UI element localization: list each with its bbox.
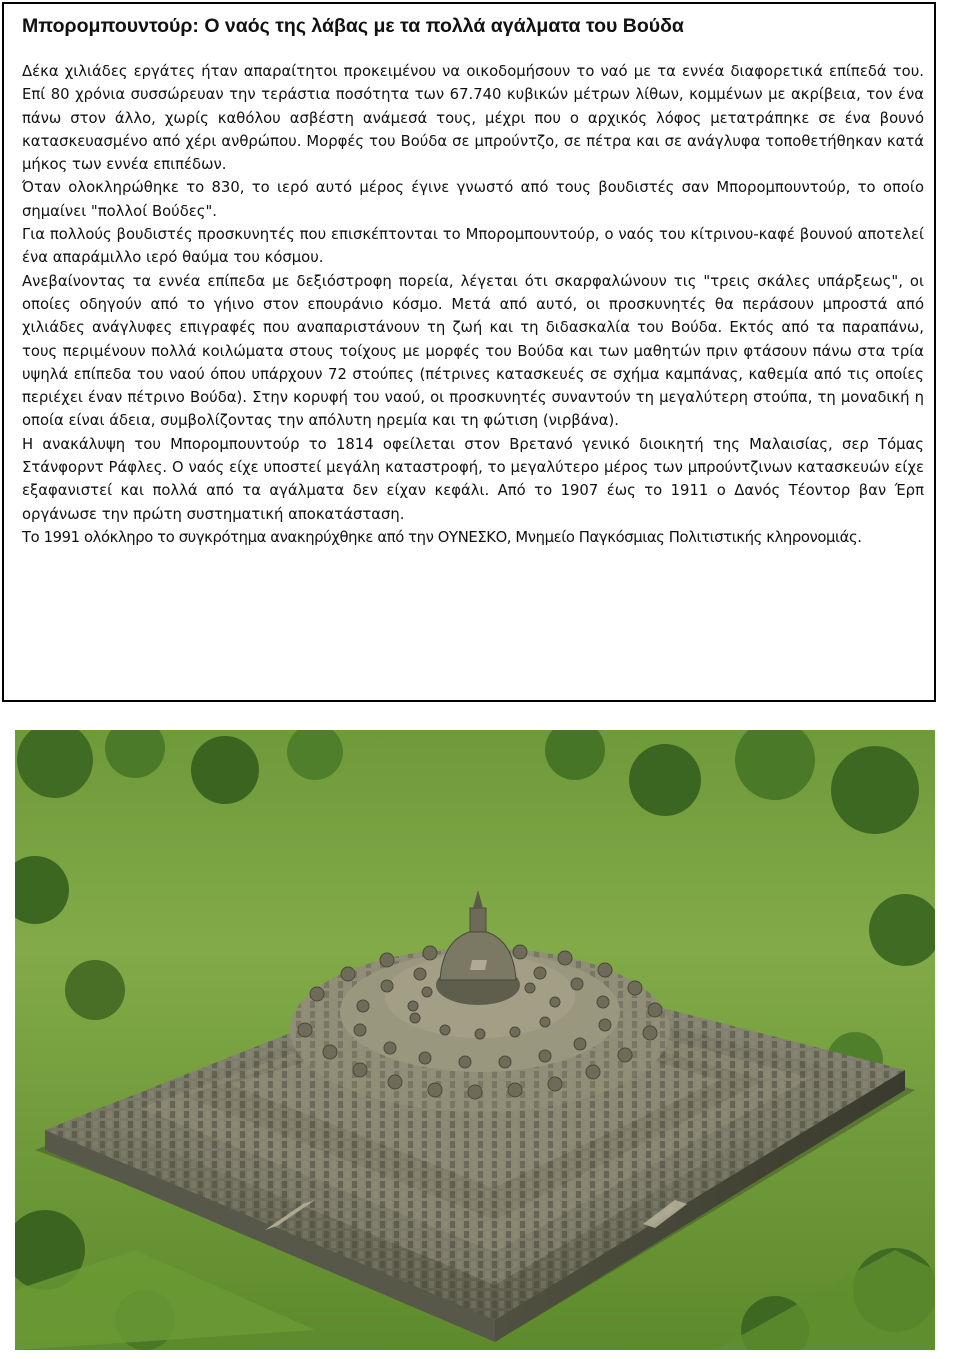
paragraph-unesco: Το 1991 ολόκληρο το συγκρότημα ανακηρύχθηκε από την ΟΥΝΕΣΚΟ, Μνημείο Παγκόσμιας Πολιτιστικής κληρονομιάς.	[22, 528, 862, 546]
borobudur-illustration	[15, 730, 935, 1350]
article-frame	[2, 2, 936, 702]
paragraph-nine-levels: Ανεβαίνοντας τα εννέα επίπεδα με δεξιόστροφη πορεία, λέγεται ότι σκαρφαλώνουν τις "τρεις σκάλες υπάρξεως", οι οποίες οδηγούν από το γήινο στον επουράνιο κόσμο. Μετά από αυτό, οι προσκυνητές θα περάσουν μπροστά από χιλιάδες ανάγλυφες επιγραφές που αναπαριστάνουν τη ζωή και τη διδασκαλία του Βούδα. Εκτός από τα παραπάνω, τους περιμένουν πολλά κοιλώματα στους τοίχους με μορφές του Βούδα και των μαθητών πριν φτάσουν πάνω στα τρία υψηλά επίπεδα του ναού όπου υπάρχουν 72 στούπες (πέτρινες κατασκευές σε σχήμα καμπάνας, καθεμία από τις οποίες περιέχει έναν πέτρινο Βούδα). Στην κορυφή του ναού, οι προσκυνητές συναντούν τη μεγαλύτερη στούπα, τη μοναδική η οποία είναι άδεια, συμβολίζοντας την απόλυτη ηρεμία και τη φώτιση (νιρβάνα).	[22, 272, 924, 430]
paragraph-discovery: Η ανακάλυψη του Μπορομπουντούρ το 1814 οφείλεται στον Βρετανό γενικό διοικητή της Μαλαισίας, σερ Τόμας Στάνφορντ Ράφλες. Ο ναός είχε υποστεί μεγάλη καταστροφή, το μεγαλύτερο μέρος των μπρούντζινων κατασκευών είχε εξαφανιστεί και πολλά από τα αγάλματα δεν είχαν κεφάλι. Από το 1907 έως το 1911 ο Δανός Τέοντορ βαν Έρπ οργάνωσε την πρώτη συστηματική αποκατάσταση.	[22, 435, 924, 523]
paragraph-construction: Δέκα χιλιάδες εργάτες ήταν απαραίτητοι προκειμένου να οικοδομήσουν το ναό με τα εννέα διαφορετικά επίπεδά του. Επί 80 χρόνια συσσώρευαν την τεράστια ποσότητα των 67.740 κυβικών μέτρων λίθων, κομμένων με ακρίβεια, τον ένα πάνω στον άλλο, χωρίς καθόλου ασβέστη ανάμεσά τους, μέχρι που ο αρχικός λόφος μετατράπηκε σε ένα βουνό κατασκευασμένο από χέρι ανθρώπου. Μορφές του Βούδα σε μπρούντζο, σε πέτρα και σε ανάγλυφα τοποθετήθηκαν κατά μήκος των εννέα επιπέδων.	[22, 63, 924, 174]
temple-aerial-photo	[15, 730, 935, 1350]
paragraph-pilgrims: Για πολλούς βουδιστές προσκυνητές που επισκέπτονται το Μπορομπουντούρ, ο ναός του κίτρινου-καφέ βουνού αποτελεί ένα απαράμιλλο ιερό θαύμα του κόσμου.	[22, 226, 924, 267]
page-title: Μπορομπουντούρ: Ο ναός της λάβας με τα πολλά αγάλματα του Βούδα	[22, 15, 684, 37]
paragraph-completion: Όταν ολοκληρώθηκε το 830, το ιερό αυτό μέρος έγινε γνωστό από τους βουδιστές σαν Μπορομπουντούρ, το οποίο σημαίνει "πολλοί Βούδες".	[22, 179, 924, 220]
